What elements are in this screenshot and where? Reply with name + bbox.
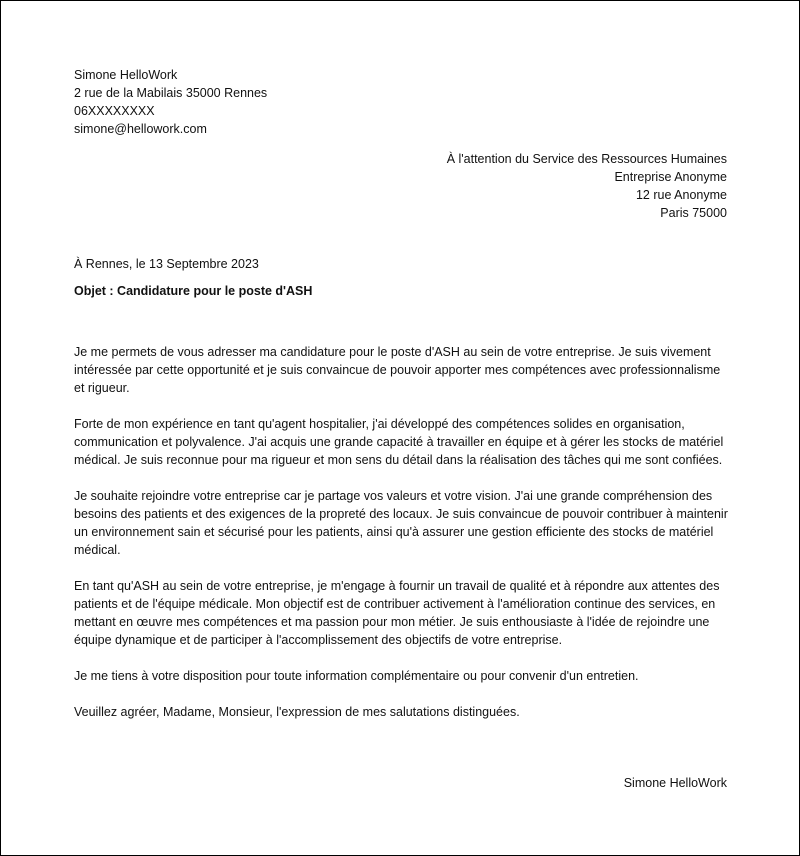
letter-date: À Rennes, le 13 Septembre 2023	[74, 257, 259, 271]
recipient-company: Entreprise Anonyme	[614, 170, 727, 184]
body-paragraph: Je me permets de vous adresser ma candidature pour le poste d'ASH au sein de votre entreprise. Je suis vivement intéressée par cette opportunité et je suis convaincue de pouvoir apporter mes compétences avec professionnalisme et rigueur.	[74, 345, 721, 395]
recipient-block	[447, 150, 727, 222]
body-paragraph: Je me tiens à votre disposition pour toute information complémentaire ou pour convenir d'un entretien.	[74, 669, 639, 683]
recipient-attention: À l'attention du Service des Ressources Humaines	[446, 152, 727, 166]
sender-email: simone@hellowork.com	[74, 122, 207, 136]
closing-paragraph: Veuillez agréer, Madame, Monsieur, l'expression de mes salutations distinguées.	[74, 705, 520, 719]
sender-block	[74, 66, 267, 138]
signature: Simone HelloWork	[623, 776, 727, 790]
sender-phone: 06XXXXXXXX	[74, 104, 155, 118]
body-paragraph: Forte de mon expérience en tant qu'agent hospitalier, j'ai développé des compétences solides en organisation, communication et polyvalence. J'ai acquis une grande capacité à travailler en équipe et à gérer les stocks de matériel médical. Je suis reconnue pour ma rigueur et mon sens du détail dans la réalisation des tâches qui me sont confiées.	[74, 417, 724, 467]
sender-address: 2 rue de la Mabilais 35000 Rennes	[74, 86, 268, 100]
body-paragraph: Je souhaite rejoindre votre entreprise car je partage vos valeurs et votre vision. J'ai une grande compréhension des besoins des patients et des exigences de la propreté des locaux. Je suis convaincue de pouvoir contribuer à maintenir un environnement sain et sécurisé pour les patients, ainsi qu'à assurer une gestion efficiente des stocks de matériel médical.	[74, 489, 728, 557]
letter-subject: Objet : Candidature pour le poste d'ASH	[74, 284, 313, 298]
sender-name: Simone HelloWork	[74, 68, 178, 82]
body-paragraph: En tant qu'ASH au sein de votre entreprise, je m'engage à fournir un travail de qualité et à répondre aux attentes des patients et de l'équipe médicale. Mon objectif est de contribuer activement à l'amélioration continue des services, en mettant en œuvre mes compétences et ma passion pour mon métier. Je suis enthousiaste à l'idée de rejoindre une équipe dynamique et de participer à l'accomplissement des objectifs de votre entreprise.	[74, 579, 720, 647]
recipient-city: Paris 75000	[660, 206, 727, 220]
recipient-street: 12 rue Anonyme	[635, 188, 727, 202]
letter-body	[74, 343, 731, 739]
